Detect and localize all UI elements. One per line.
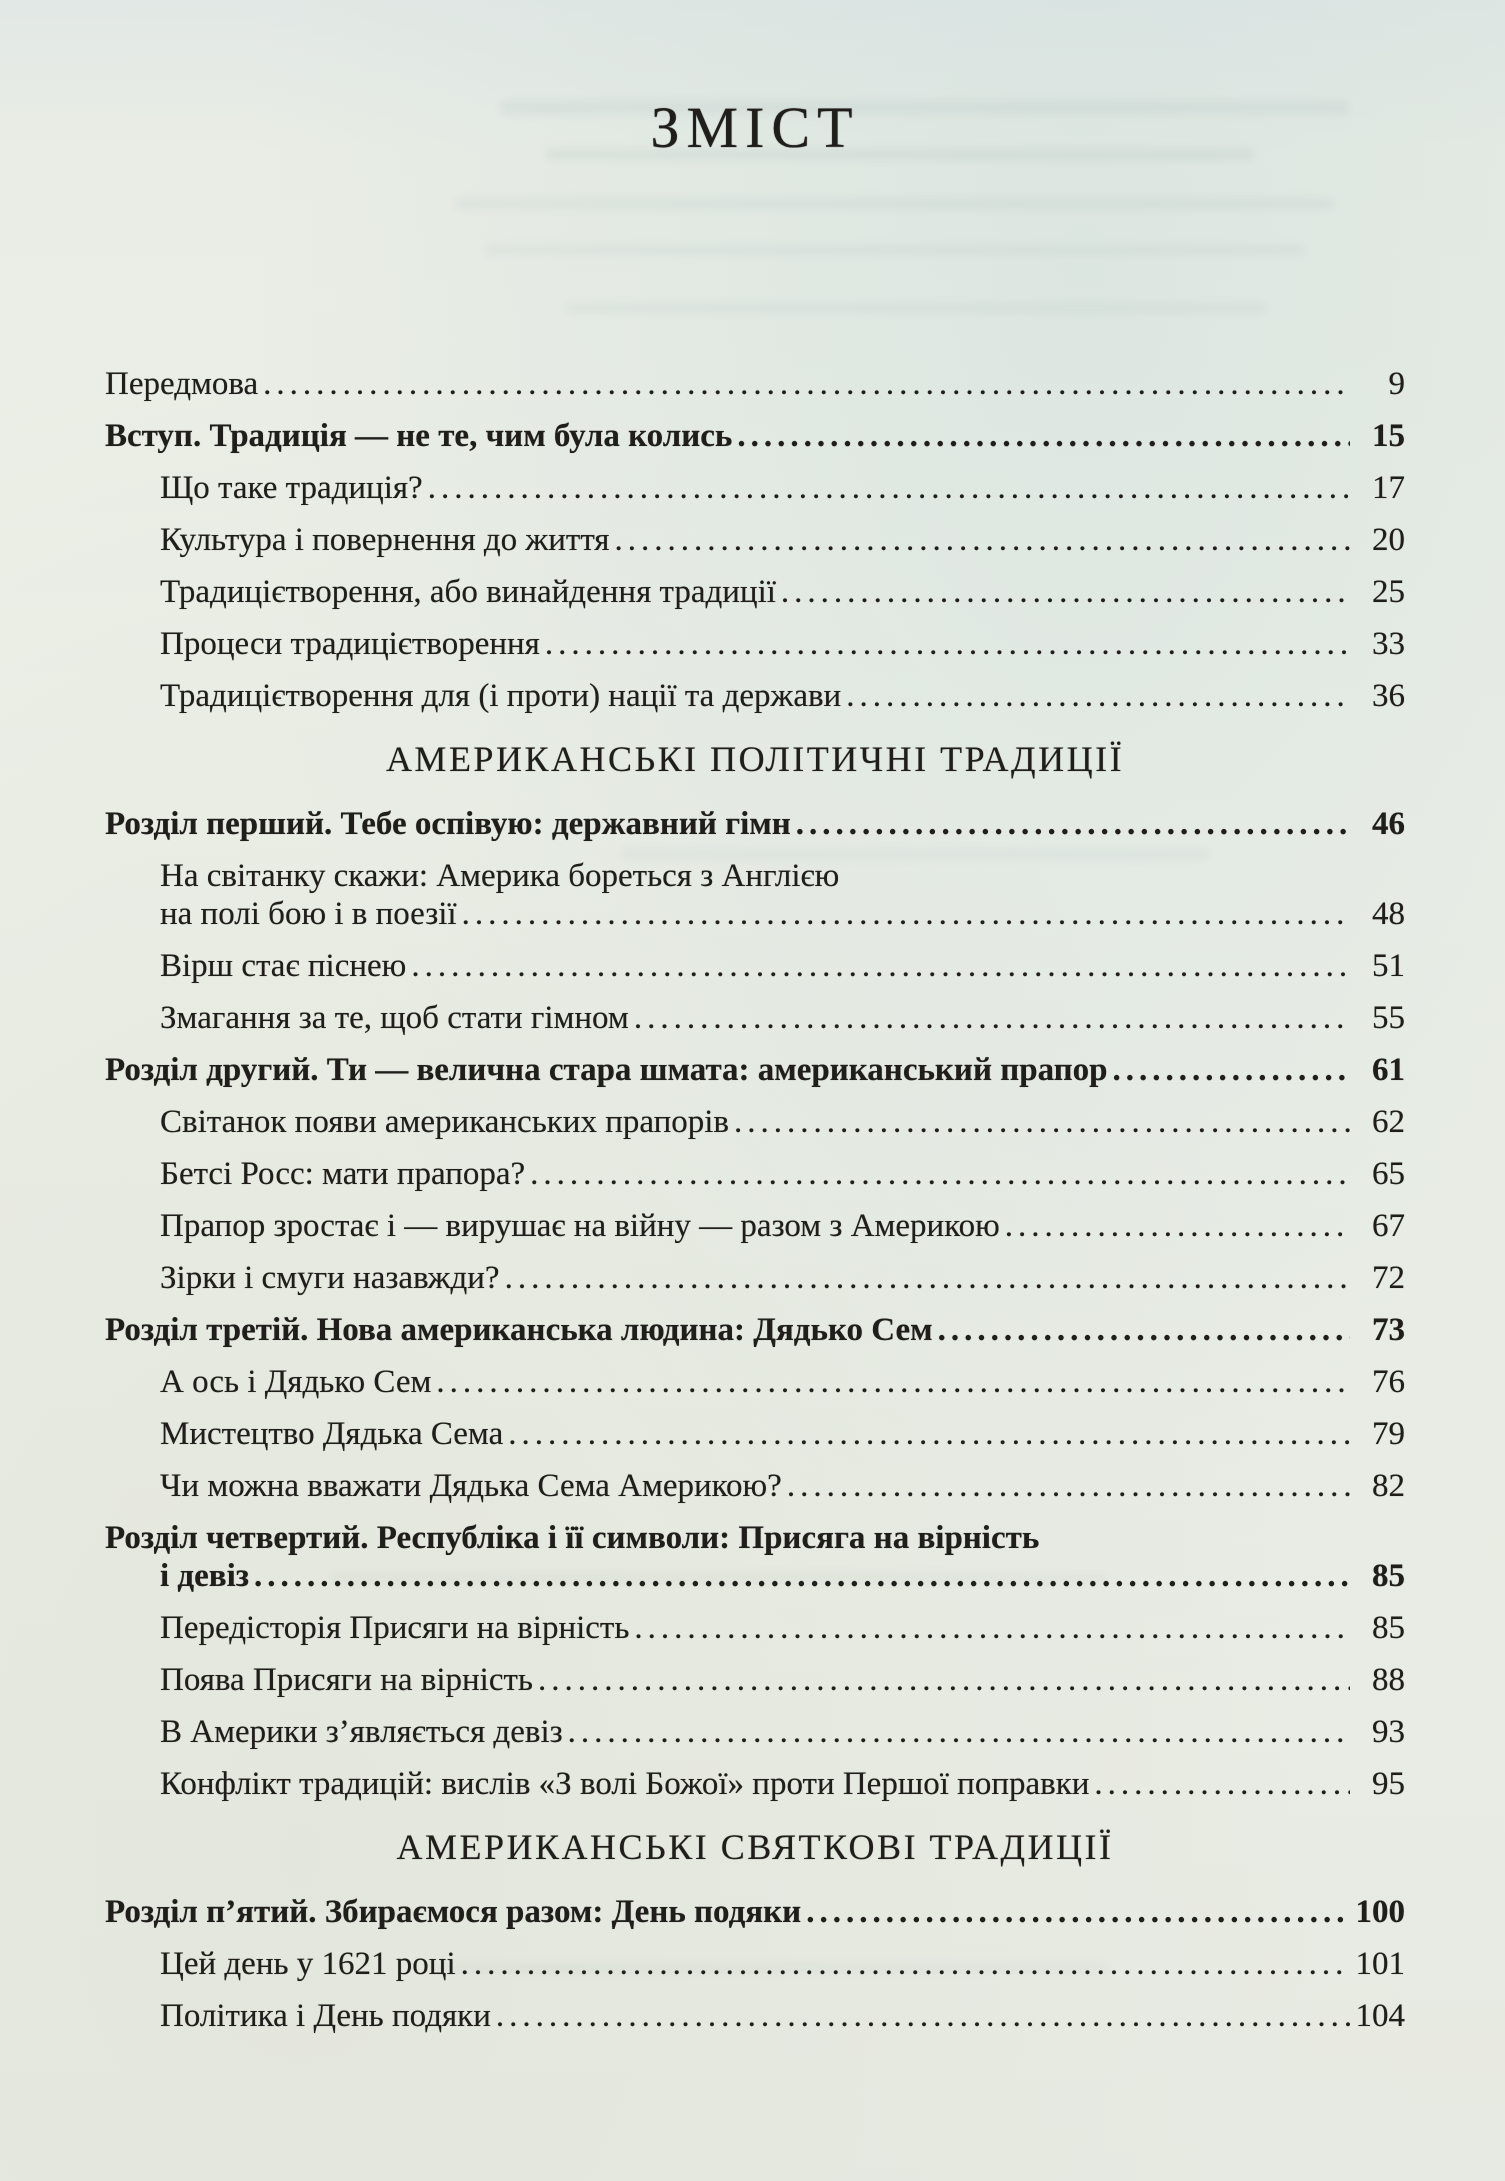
dot-leader bbox=[737, 417, 1350, 455]
toc-entry bbox=[105, 1103, 1405, 1141]
toc-entry bbox=[105, 573, 1405, 611]
toc-entry-label: Культура і повернення до життя bbox=[160, 522, 610, 558]
toc-entry-label: Традицієтворення, або винайдення традиції bbox=[160, 574, 776, 610]
section-heading: АМЕРИКАНСЬКІ ПОЛІТИЧНІ ТРАДИЦІЇ bbox=[385, 739, 1125, 779]
table-of-contents bbox=[105, 365, 1405, 2035]
toc-entry-label-line1: На світанку скажи: Америка бореться з Англією bbox=[160, 858, 840, 894]
toc-entry-label: Бетсі Росс: мати прапора? bbox=[160, 1156, 526, 1192]
toc-entry-label: Традицієтворення для (і проти) нації та держави bbox=[160, 678, 842, 714]
toc-entry-page: 20 bbox=[1372, 522, 1405, 558]
toc-entry-page: 104 bbox=[1355, 1998, 1405, 2034]
dot-leader bbox=[530, 1155, 1350, 1193]
toc-chapter-entry bbox=[105, 1311, 1405, 1349]
dot-leader bbox=[411, 947, 1350, 985]
section-heading: АМЕРИКАНСЬКІ СВЯТКОВІ ТРАДИЦІЇ bbox=[396, 1827, 1114, 1867]
toc-entry-label: Прапор зростає і — вирушає на війну — разом з Америкою bbox=[160, 1208, 1000, 1244]
toc-entry-label: В Америки з’являється девіз bbox=[160, 1714, 563, 1750]
dot-leader bbox=[254, 1557, 1350, 1595]
toc-entry bbox=[105, 469, 1405, 507]
toc-entry-line2 bbox=[105, 895, 1405, 933]
toc-entry-page: 95 bbox=[1372, 1766, 1405, 1802]
toc-entry-label: Що таке традиція? bbox=[160, 470, 423, 506]
toc-entry-label: Розділ третій. Нова американська людина: Дядько Сем bbox=[105, 1312, 933, 1348]
page-title: ЗМІСТ bbox=[650, 95, 860, 160]
toc-entry bbox=[105, 1415, 1405, 1453]
dot-leader bbox=[634, 1609, 1350, 1647]
toc-entry-label: Вірш стає піснею bbox=[160, 948, 407, 984]
toc-entry bbox=[105, 1155, 1405, 1193]
toc-entry-page: 93 bbox=[1372, 1714, 1405, 1750]
toc-entry-page: 55 bbox=[1372, 1000, 1405, 1036]
dot-leader bbox=[496, 1997, 1350, 2035]
toc-entry-label: Розділ другий. Ти — велична стара шмата: американський прапор bbox=[105, 1052, 1108, 1088]
dot-leader bbox=[634, 999, 1350, 1037]
toc-entry-page: 79 bbox=[1372, 1416, 1405, 1452]
toc-entry bbox=[105, 1259, 1405, 1297]
toc-entry-page: 25 bbox=[1372, 574, 1405, 610]
toc-entry-label: Вступ. Традиція — не те, чим була колись bbox=[105, 418, 733, 454]
toc-entry-twoline bbox=[105, 857, 1405, 933]
page-content bbox=[105, 0, 1405, 2049]
toc-entry bbox=[105, 1467, 1405, 1505]
dot-leader bbox=[263, 365, 1350, 403]
toc-entry-label: Політика і День подяки bbox=[160, 1998, 491, 2034]
dot-leader bbox=[436, 1363, 1350, 1401]
dot-leader bbox=[846, 677, 1350, 715]
toc-entry bbox=[105, 1765, 1405, 1803]
dot-leader bbox=[734, 1103, 1350, 1141]
toc-entry-label: Процеси традицієтворення bbox=[160, 626, 540, 662]
dot-leader bbox=[545, 625, 1350, 663]
toc-entry-label: Цей день у 1621 році bbox=[160, 1946, 456, 1982]
toc-chapter-entry-twoline bbox=[105, 1519, 1405, 1595]
toc-entry bbox=[105, 521, 1405, 559]
toc-entry-label: Світанок появи американських прапорів bbox=[160, 1104, 729, 1140]
toc-entry bbox=[105, 1609, 1405, 1647]
toc-entry-label: Зірки і смуги назавжди? bbox=[160, 1260, 500, 1296]
toc-chapter-entry bbox=[105, 1893, 1405, 1931]
toc-entry-page: 76 bbox=[1372, 1364, 1405, 1400]
toc-entry bbox=[105, 1713, 1405, 1751]
dot-leader bbox=[428, 469, 1350, 507]
dot-leader bbox=[1094, 1765, 1350, 1803]
toc-entry bbox=[105, 677, 1405, 715]
toc-entry-page: 9 bbox=[1388, 366, 1405, 402]
toc-entry-page: 46 bbox=[1372, 806, 1405, 842]
toc-entry-page: 100 bbox=[1355, 1894, 1405, 1930]
dot-leader bbox=[462, 895, 1350, 933]
dot-leader bbox=[505, 1259, 1350, 1297]
toc-entry-label: Передмова bbox=[105, 366, 259, 402]
toc-entry-label: А ось і Дядько Сем bbox=[160, 1364, 432, 1400]
toc-entry-label: Розділ перший. Тебе оспівую: державний гімн bbox=[105, 806, 791, 842]
toc-entry-line2 bbox=[105, 1557, 1405, 1595]
toc-entry bbox=[105, 999, 1405, 1037]
toc-entry-label: Конфлікт традицій: вислів «З волі Божої» проти Першої поправки bbox=[160, 1766, 1090, 1802]
dot-leader bbox=[461, 1945, 1350, 1983]
toc-entry-page: 61 bbox=[1372, 1052, 1405, 1088]
toc-entry-page: 82 bbox=[1372, 1468, 1405, 1504]
toc-entry bbox=[105, 1945, 1405, 1983]
dot-leader bbox=[538, 1661, 1350, 1699]
toc-entry-page: 62 bbox=[1372, 1104, 1405, 1140]
toc-entry-page: 33 bbox=[1372, 626, 1405, 662]
toc-entry bbox=[105, 1207, 1405, 1245]
dot-leader bbox=[568, 1713, 1350, 1751]
dot-leader bbox=[781, 573, 1350, 611]
toc-entry bbox=[105, 1661, 1405, 1699]
dot-leader bbox=[1005, 1207, 1350, 1245]
toc-entry-label: Змагання за те, щоб стати гімном bbox=[160, 1000, 629, 1036]
toc-entry-page: 72 bbox=[1372, 1260, 1405, 1296]
toc-entry-label: Мистецтво Дядька Сема bbox=[160, 1416, 504, 1452]
toc-chapter-entry bbox=[105, 1051, 1405, 1089]
toc-entry-page: 48 bbox=[1372, 896, 1405, 932]
dot-leader bbox=[787, 1467, 1350, 1505]
toc-entry-label: Чи можна вважати Дядька Сема Америкою? bbox=[160, 1468, 782, 1504]
toc-entry-label: Передісторія Присяги на вірність bbox=[160, 1610, 630, 1646]
toc-entry-label: Поява Присяги на вірність bbox=[160, 1662, 533, 1698]
toc-entry bbox=[105, 1363, 1405, 1401]
dot-leader bbox=[938, 1311, 1350, 1349]
toc-entry-label-line1: Розділ четвертий. Республіка і її символи: Присяга на вірність bbox=[105, 1520, 1040, 1556]
toc-entry-page: 73 bbox=[1372, 1312, 1405, 1348]
toc-entry bbox=[105, 1997, 1405, 2035]
dot-leader bbox=[1113, 1051, 1350, 1089]
toc-entry-page: 85 bbox=[1372, 1558, 1405, 1594]
toc-chapter-entry bbox=[105, 417, 1405, 455]
toc-chapter-entry bbox=[105, 805, 1405, 843]
toc-entry bbox=[105, 947, 1405, 985]
toc-entry-page: 85 bbox=[1372, 1610, 1405, 1646]
toc-entry-page: 17 bbox=[1372, 470, 1405, 506]
dot-leader bbox=[796, 805, 1350, 843]
toc-entry bbox=[105, 625, 1405, 663]
dot-leader bbox=[508, 1415, 1350, 1453]
toc-entry bbox=[105, 365, 1405, 403]
toc-entry-page: 101 bbox=[1355, 1946, 1405, 1982]
dot-leader bbox=[614, 521, 1350, 559]
toc-entry-page: 36 bbox=[1372, 678, 1405, 714]
toc-entry-label: і девіз bbox=[160, 1558, 250, 1594]
toc-entry-page: 67 bbox=[1372, 1208, 1405, 1244]
toc-entry-page: 51 bbox=[1372, 948, 1405, 984]
toc-entry-page: 65 bbox=[1372, 1156, 1405, 1192]
dot-leader bbox=[806, 1893, 1350, 1931]
toc-entry-label: Розділ п’ятий. Збираємося разом: День подяки bbox=[105, 1894, 802, 1930]
toc-entry-page: 15 bbox=[1372, 418, 1405, 454]
toc-entry-page: 88 bbox=[1372, 1662, 1405, 1698]
toc-entry-label: на полі бою і в поезії bbox=[160, 896, 457, 932]
